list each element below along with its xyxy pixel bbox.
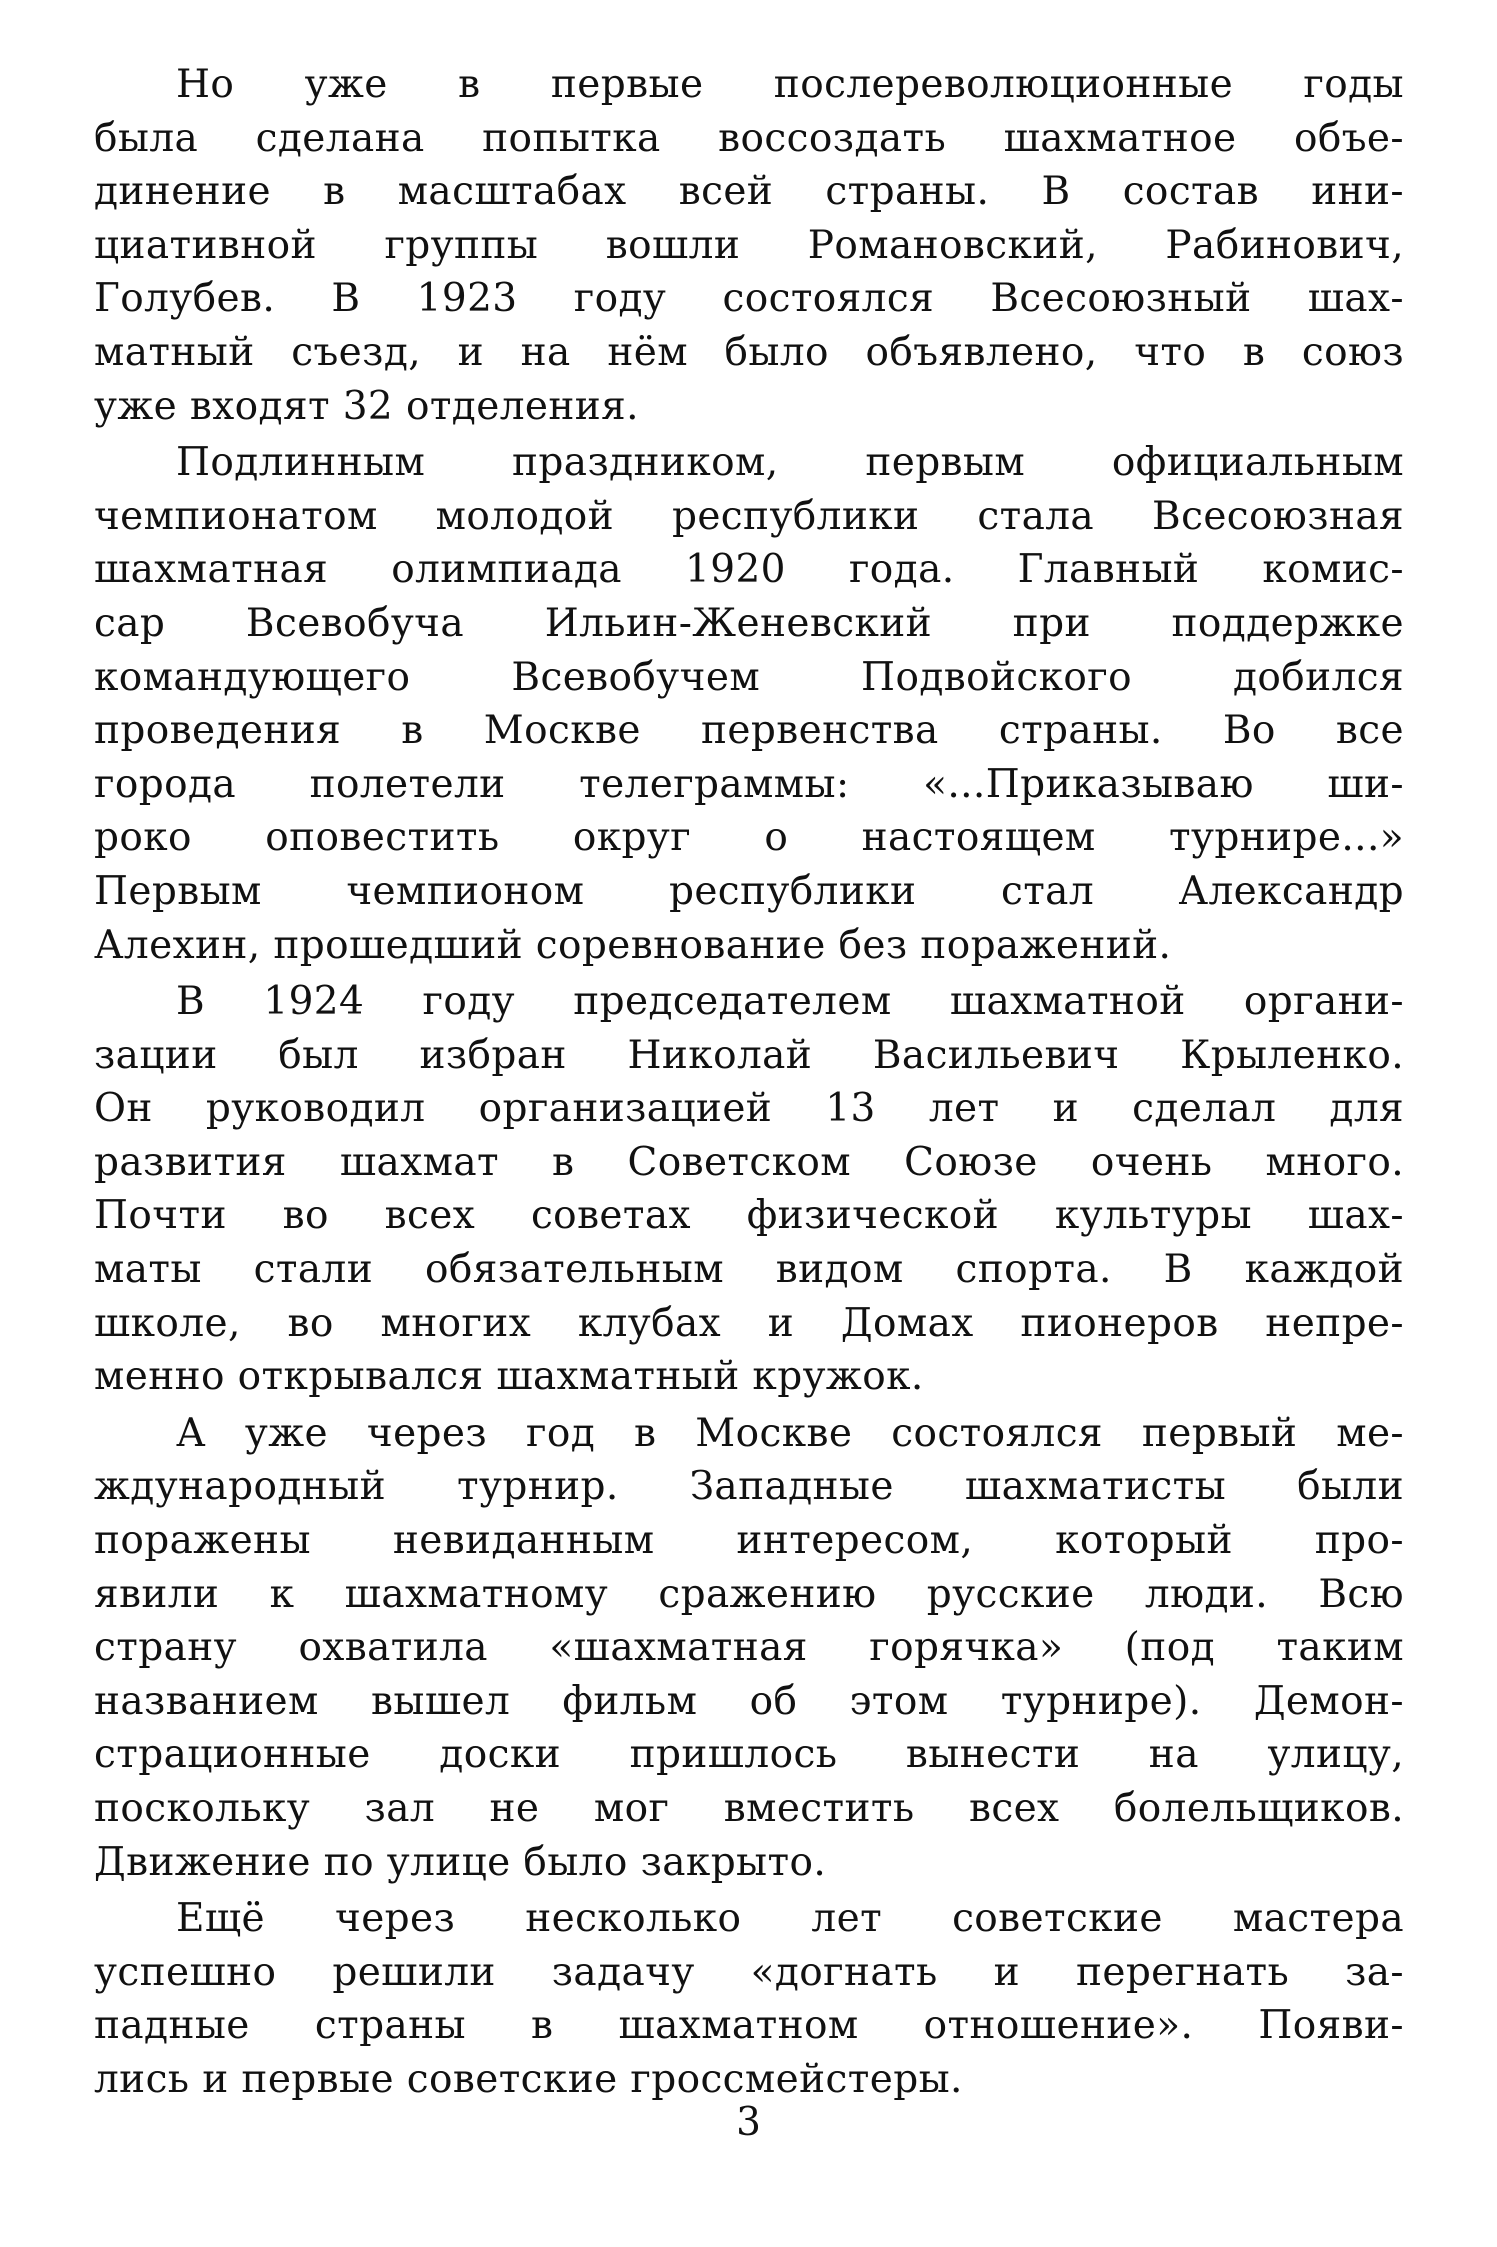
paragraph-5 bbox=[94, 1892, 1404, 2106]
paragraph-4 bbox=[94, 1407, 1404, 1889]
text-line: проведения в Москве первенства страны. Во все bbox=[94, 708, 1404, 754]
text-line: страционные доски пришлось вынести на улицу, bbox=[94, 1732, 1404, 1778]
text-line: развития шахмат в Советском Союзе очень много. bbox=[94, 1139, 1404, 1185]
paragraph-2 bbox=[94, 436, 1404, 972]
text-line: сар Всевобуча Ильин-Женевский при поддержке bbox=[94, 600, 1404, 646]
text-line: страну охватила «шахматная горячка» (под таким bbox=[94, 1625, 1404, 1671]
page-body bbox=[94, 58, 1404, 2247]
text-line: школе, во многих клубах и Домах пионеров непре- bbox=[94, 1300, 1404, 1346]
text-line: лись и первые советские гроссмейстеры. bbox=[94, 2056, 963, 2102]
text-line: Он руководил организацией 13 лет и сделал для bbox=[94, 1086, 1404, 1132]
text-line: чемпионатом молодой республики стала Всесоюзная bbox=[94, 493, 1404, 539]
text-line: успешно решили задачу «догнать и перегнать за- bbox=[94, 1949, 1404, 1995]
text-line: В 1924 году председателем шахматной органи- bbox=[176, 979, 1404, 1025]
text-line: Движение по улице было закрыто. bbox=[94, 1839, 827, 1885]
text-line: названием вышел фильм об этом турнире). Демон- bbox=[94, 1678, 1404, 1724]
text-line: циативной группы вошли Романовский, Рабинович, bbox=[94, 222, 1404, 268]
text-line: роко оповестить округ о настоящем турнире...» bbox=[94, 815, 1404, 861]
text-line: Но уже в первые послереволюционные годы bbox=[176, 62, 1404, 107]
text-line: уже входят 32 отделения. bbox=[94, 383, 639, 429]
text-line: явили к шахматному сражению русские люди. Всю bbox=[94, 1571, 1404, 1617]
text-line: Подлинным праздником, первым официальным bbox=[176, 440, 1404, 486]
text-line: командующего Всевобучем Подвойского добился bbox=[94, 654, 1404, 700]
text-line: Ещё через несколько лет советские мастера bbox=[176, 1896, 1404, 1942]
text-line: менно открывался шахматный кружок. bbox=[94, 1354, 924, 1400]
text-line: маты стали обязательным видом спорта. В каждой bbox=[94, 1247, 1404, 1293]
text-line: была сделана попытка воссоздать шахматное объе- bbox=[94, 115, 1404, 161]
text-line: А уже через год в Москве состоялся первый ме- bbox=[176, 1410, 1404, 1456]
text-line: ждународный турнир. Западные шахматисты были bbox=[94, 1464, 1404, 1510]
text-line: падные страны в шахматном отношение». Появи- bbox=[94, 2003, 1404, 2049]
page-number: 3 bbox=[736, 2100, 761, 2145]
text-line: Первым чемпионом республики стал Александр bbox=[94, 868, 1404, 914]
text-line: матный съезд, и на нём было объявлено, что в союз bbox=[94, 329, 1404, 375]
paragraph-1 bbox=[94, 58, 1404, 433]
text-line: поражены невиданным интересом, который про- bbox=[94, 1518, 1404, 1564]
paragraph-3 bbox=[94, 975, 1404, 1404]
text-line: динение в масштабах всей страны. В состав ини- bbox=[94, 169, 1404, 215]
text-line: города полетели телеграммы: «...Приказываю ши- bbox=[94, 761, 1404, 807]
text-line: Алехин, прошедший соревнование без поражений. bbox=[94, 922, 1172, 968]
text-line: зации был избран Николай Васильевич Крыленко. bbox=[94, 1032, 1404, 1078]
text-line: шахматная олимпиада 1920 года. Главный комис- bbox=[94, 547, 1404, 593]
text-line: Голубев. В 1923 году состоялся Всесоюзный шах- bbox=[94, 276, 1404, 322]
text-line: Почти во всех советах физической культуры шах- bbox=[94, 1193, 1404, 1239]
text-line: поскольку зал не мог вместить всех болельщиков. bbox=[94, 1786, 1404, 1831]
